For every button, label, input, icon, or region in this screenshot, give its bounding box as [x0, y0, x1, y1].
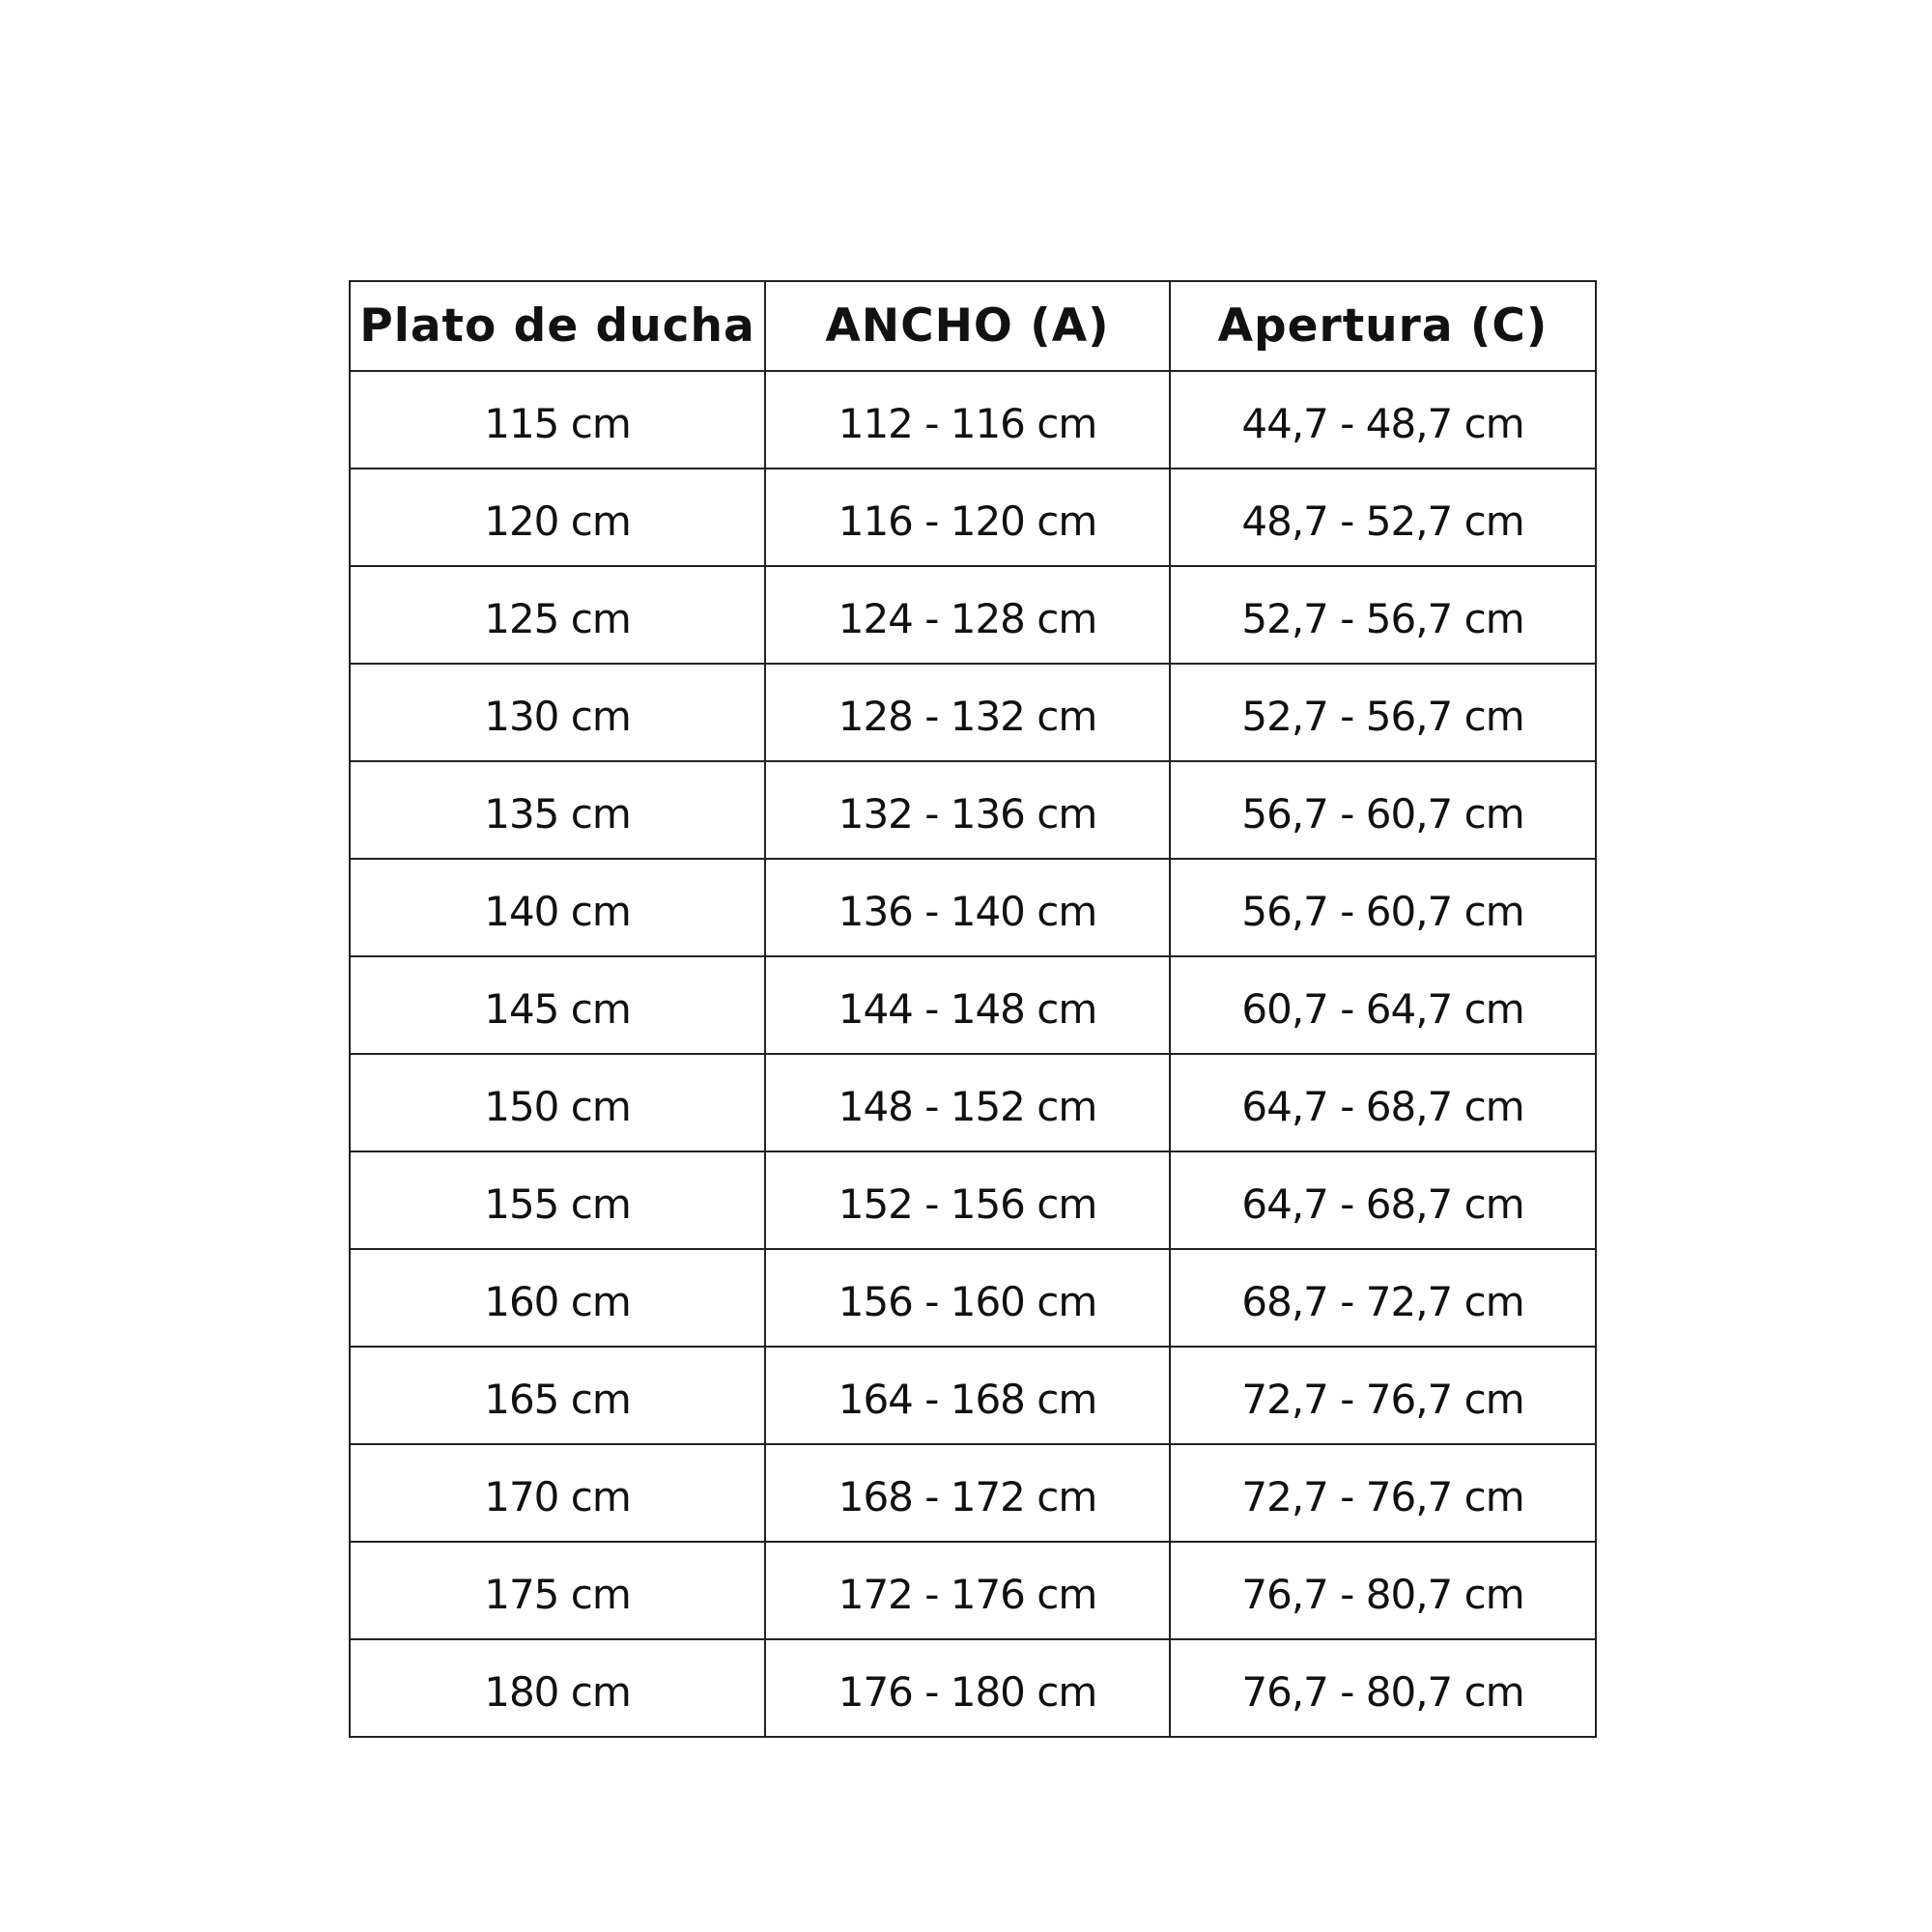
- cell-ancho: 136 - 140 cm: [765, 859, 1170, 956]
- table-row: [350, 859, 1596, 956]
- cell-plato: 120 cm: [350, 469, 765, 566]
- cell-plato: 165 cm: [350, 1347, 765, 1444]
- cell-apertura: 76,7 - 80,7 cm: [1170, 1542, 1596, 1639]
- header-ancho: ANCHO (A): [765, 281, 1170, 371]
- header-apertura: Apertura (C): [1170, 281, 1596, 371]
- cell-apertura: 52,7 - 56,7 cm: [1170, 566, 1596, 664]
- cell-ancho: 124 - 128 cm: [765, 566, 1170, 664]
- table-row: [350, 1347, 1596, 1444]
- cell-ancho: 128 - 132 cm: [765, 664, 1170, 761]
- table-row: [350, 1151, 1596, 1249]
- cell-ancho: 168 - 172 cm: [765, 1444, 1170, 1542]
- cell-apertura: 72,7 - 76,7 cm: [1170, 1347, 1596, 1444]
- cell-plato: 180 cm: [350, 1639, 765, 1737]
- table-row: [350, 371, 1596, 469]
- table-row: [350, 469, 1596, 566]
- table-body: [350, 371, 1596, 1737]
- table-row: [350, 566, 1596, 664]
- header-plato-de-ducha: Plato de ducha: [350, 281, 765, 371]
- table-header: [350, 281, 1596, 371]
- cell-plato: 155 cm: [350, 1151, 765, 1249]
- cell-apertura: 76,7 - 80,7 cm: [1170, 1639, 1596, 1737]
- cell-ancho: 116 - 120 cm: [765, 469, 1170, 566]
- table-row: [350, 1249, 1596, 1347]
- cell-apertura: 64,7 - 68,7 cm: [1170, 1151, 1596, 1249]
- cell-plato: 145 cm: [350, 956, 765, 1054]
- header-row: [350, 281, 1596, 371]
- cell-ancho: 148 - 152 cm: [765, 1054, 1170, 1151]
- cell-plato: 115 cm: [350, 371, 765, 469]
- table-row: [350, 664, 1596, 761]
- cell-apertura: 48,7 - 52,7 cm: [1170, 469, 1596, 566]
- cell-apertura: 60,7 - 64,7 cm: [1170, 956, 1596, 1054]
- cell-apertura: 52,7 - 56,7 cm: [1170, 664, 1596, 761]
- table-row: [350, 1639, 1596, 1737]
- cell-apertura: 56,7 - 60,7 cm: [1170, 859, 1596, 956]
- cell-ancho: 156 - 160 cm: [765, 1249, 1170, 1347]
- cell-plato: 135 cm: [350, 761, 765, 859]
- cell-apertura: 56,7 - 60,7 cm: [1170, 761, 1596, 859]
- cell-ancho: 112 - 116 cm: [765, 371, 1170, 469]
- cell-apertura: 68,7 - 72,7 cm: [1170, 1249, 1596, 1347]
- cell-ancho: 164 - 168 cm: [765, 1347, 1170, 1444]
- cell-apertura: 72,7 - 76,7 cm: [1170, 1444, 1596, 1542]
- cell-plato: 170 cm: [350, 1444, 765, 1542]
- cell-apertura: 64,7 - 68,7 cm: [1170, 1054, 1596, 1151]
- table-row: [350, 1542, 1596, 1639]
- size-table: [349, 280, 1597, 1738]
- cell-ancho: 144 - 148 cm: [765, 956, 1170, 1054]
- cell-ancho: 176 - 180 cm: [765, 1639, 1170, 1737]
- cell-ancho: 132 - 136 cm: [765, 761, 1170, 859]
- cell-apertura: 44,7 - 48,7 cm: [1170, 371, 1596, 469]
- cell-plato: 160 cm: [350, 1249, 765, 1347]
- cell-plato: 140 cm: [350, 859, 765, 956]
- cell-plato: 130 cm: [350, 664, 765, 761]
- table-row: [350, 956, 1596, 1054]
- table-row: [350, 761, 1596, 859]
- cell-plato: 175 cm: [350, 1542, 765, 1639]
- table-row: [350, 1444, 1596, 1542]
- cell-ancho: 152 - 156 cm: [765, 1151, 1170, 1249]
- cell-ancho: 172 - 176 cm: [765, 1542, 1170, 1639]
- cell-plato: 150 cm: [350, 1054, 765, 1151]
- table-row: [350, 1054, 1596, 1151]
- cell-plato: 125 cm: [350, 566, 765, 664]
